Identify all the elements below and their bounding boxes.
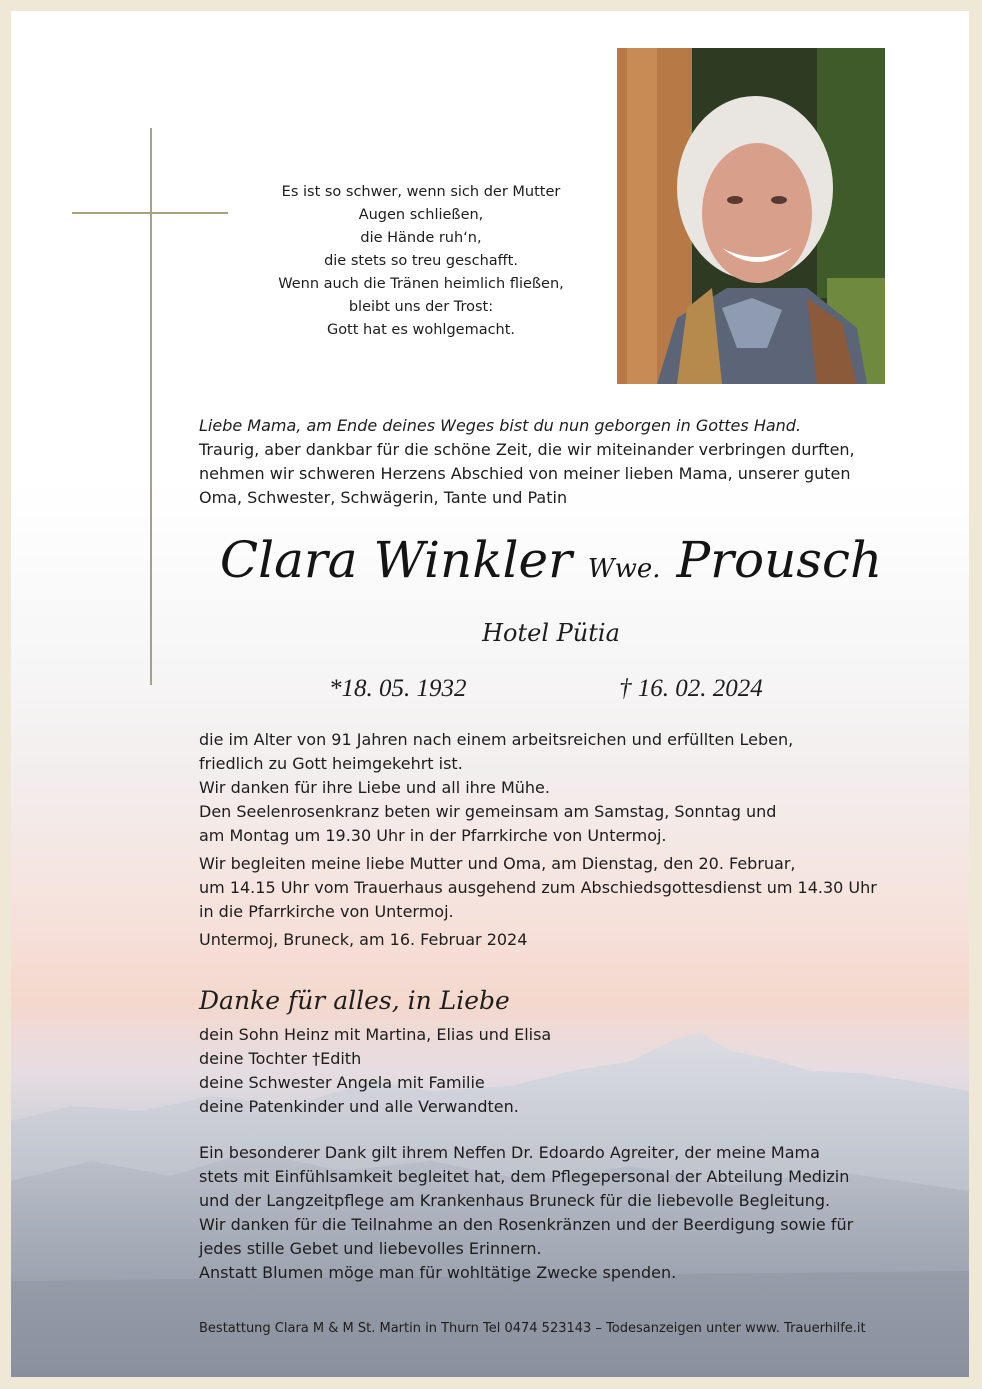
body-line: Den Seelenrosenkranz beten wir gemeinsam am Samstag, Sonntag und xyxy=(199,802,777,821)
deceased-first-name: Clara Winkler xyxy=(219,531,572,589)
death-date: † 16. 02. 2024 xyxy=(619,675,763,702)
body-line: Wir danken für ihre Liebe und all ihre Mühe. xyxy=(199,778,550,797)
family-member: dein Sohn Heinz mit Martina, Elias und Elisa xyxy=(199,1025,552,1044)
poem-line: die stets so treu geschafft. xyxy=(324,253,518,269)
poem-line: Es ist so schwer, wenn sich der Mutter xyxy=(281,184,561,200)
family-list xyxy=(199,1023,799,1119)
body-line: um 14.15 Uhr vom Trauerhaus ausgehend zum Abschiedsgottesdienst um 14.30 Uhr xyxy=(199,878,877,897)
special-thanks-line: und der Langzeitpflege am Krankenhaus Bruneck für die liebevolle Begleitung. xyxy=(199,1191,831,1210)
special-thanks-line: Anstatt Blumen möge man für wohltätige Zwecke spenden. xyxy=(199,1263,677,1282)
poem-line: die Hände ruh‘n, xyxy=(360,230,482,246)
cross-horizontal-bar xyxy=(72,212,228,214)
body-line: am Montag um 19.30 Uhr in der Pfarrkirche von Untermoj. xyxy=(199,826,667,845)
intro-line: Oma, Schwester, Schwägerin, Tante und Patin xyxy=(199,488,568,507)
poem-line: Wenn auch die Tränen heimlich fließen, xyxy=(278,276,564,292)
deceased-name xyxy=(141,525,961,604)
thanks-heading: Danke für alles, in Liebe xyxy=(199,986,510,1015)
portrait-photo xyxy=(617,48,885,384)
deceased-last-name: Prousch xyxy=(676,531,883,589)
body-line: in die Pfarrkirche von Untermoj. xyxy=(199,902,454,921)
hotel-name: Hotel Pütia xyxy=(482,619,620,647)
poem-line: Gott hat es wohlgemacht. xyxy=(326,322,516,338)
poem-line: Augen schließen, xyxy=(358,207,484,223)
special-thanks-line: stets mit Einfühlsamkeit begleitet hat, dem Pflegepersonal der Abteilung Medizin xyxy=(199,1167,850,1186)
funeral-home-footer: Bestattung Clara M & M St. Martin in Thurn Tel 0474 523143 – Todesanzeigen unter www. Trauerhilfe.it xyxy=(199,1321,866,1336)
place-date: Untermoj, Bruneck, am 16. Februar 2024 xyxy=(199,930,528,949)
intro-line: nehmen wir schweren Herzens Abschied von meiner lieben Mama, unserer guten xyxy=(199,464,851,483)
poem xyxy=(266,181,576,342)
intro-text xyxy=(199,414,939,510)
intro-line: Traurig, aber dankbar für die schöne Zeit, die wir miteinander verbringen durften, xyxy=(199,440,855,459)
body-line: friedlich zu Gott heimgekehrt ist. xyxy=(199,754,463,773)
intro-italic-line: Liebe Mama, am Ende deines Weges bist du nun geborgen in Gottes Hand. xyxy=(199,416,802,435)
body-paragraph xyxy=(199,852,949,924)
family-member: deine Tochter †Edith xyxy=(199,1049,362,1068)
obituary-card xyxy=(11,11,969,1377)
body-line: die im Alter von 91 Jahren nach einem arbeitsreichen und erfüllten Leben, xyxy=(199,730,794,749)
body-line: Wir begleiten meine liebe Mutter und Oma, am Dienstag, den 20. Februar, xyxy=(199,854,796,873)
special-thanks-line: jedes stille Gebet und liebevolles Erinnern. xyxy=(199,1239,542,1258)
special-thanks-line: Ein besonderer Dank gilt ihrem Neffen Dr. Edoardo Agreiter, der meine Mama xyxy=(199,1143,820,1162)
family-member: deine Schwester Angela mit Familie xyxy=(199,1073,485,1092)
family-member: deine Patenkinder und alle Verwandten. xyxy=(199,1097,519,1116)
special-thanks xyxy=(199,1141,959,1285)
body-paragraph xyxy=(199,728,949,848)
special-thanks-line: Wir danken für die Teilnahme an den Rosenkränzen und der Beerdigung sowie für xyxy=(199,1215,854,1234)
widow-abbreviation: Wwe. xyxy=(587,554,661,584)
poem-line: bleibt uns der Trost: xyxy=(348,299,494,315)
announcement-body xyxy=(199,728,949,956)
birth-date: *18. 05. 1932 xyxy=(329,675,467,702)
